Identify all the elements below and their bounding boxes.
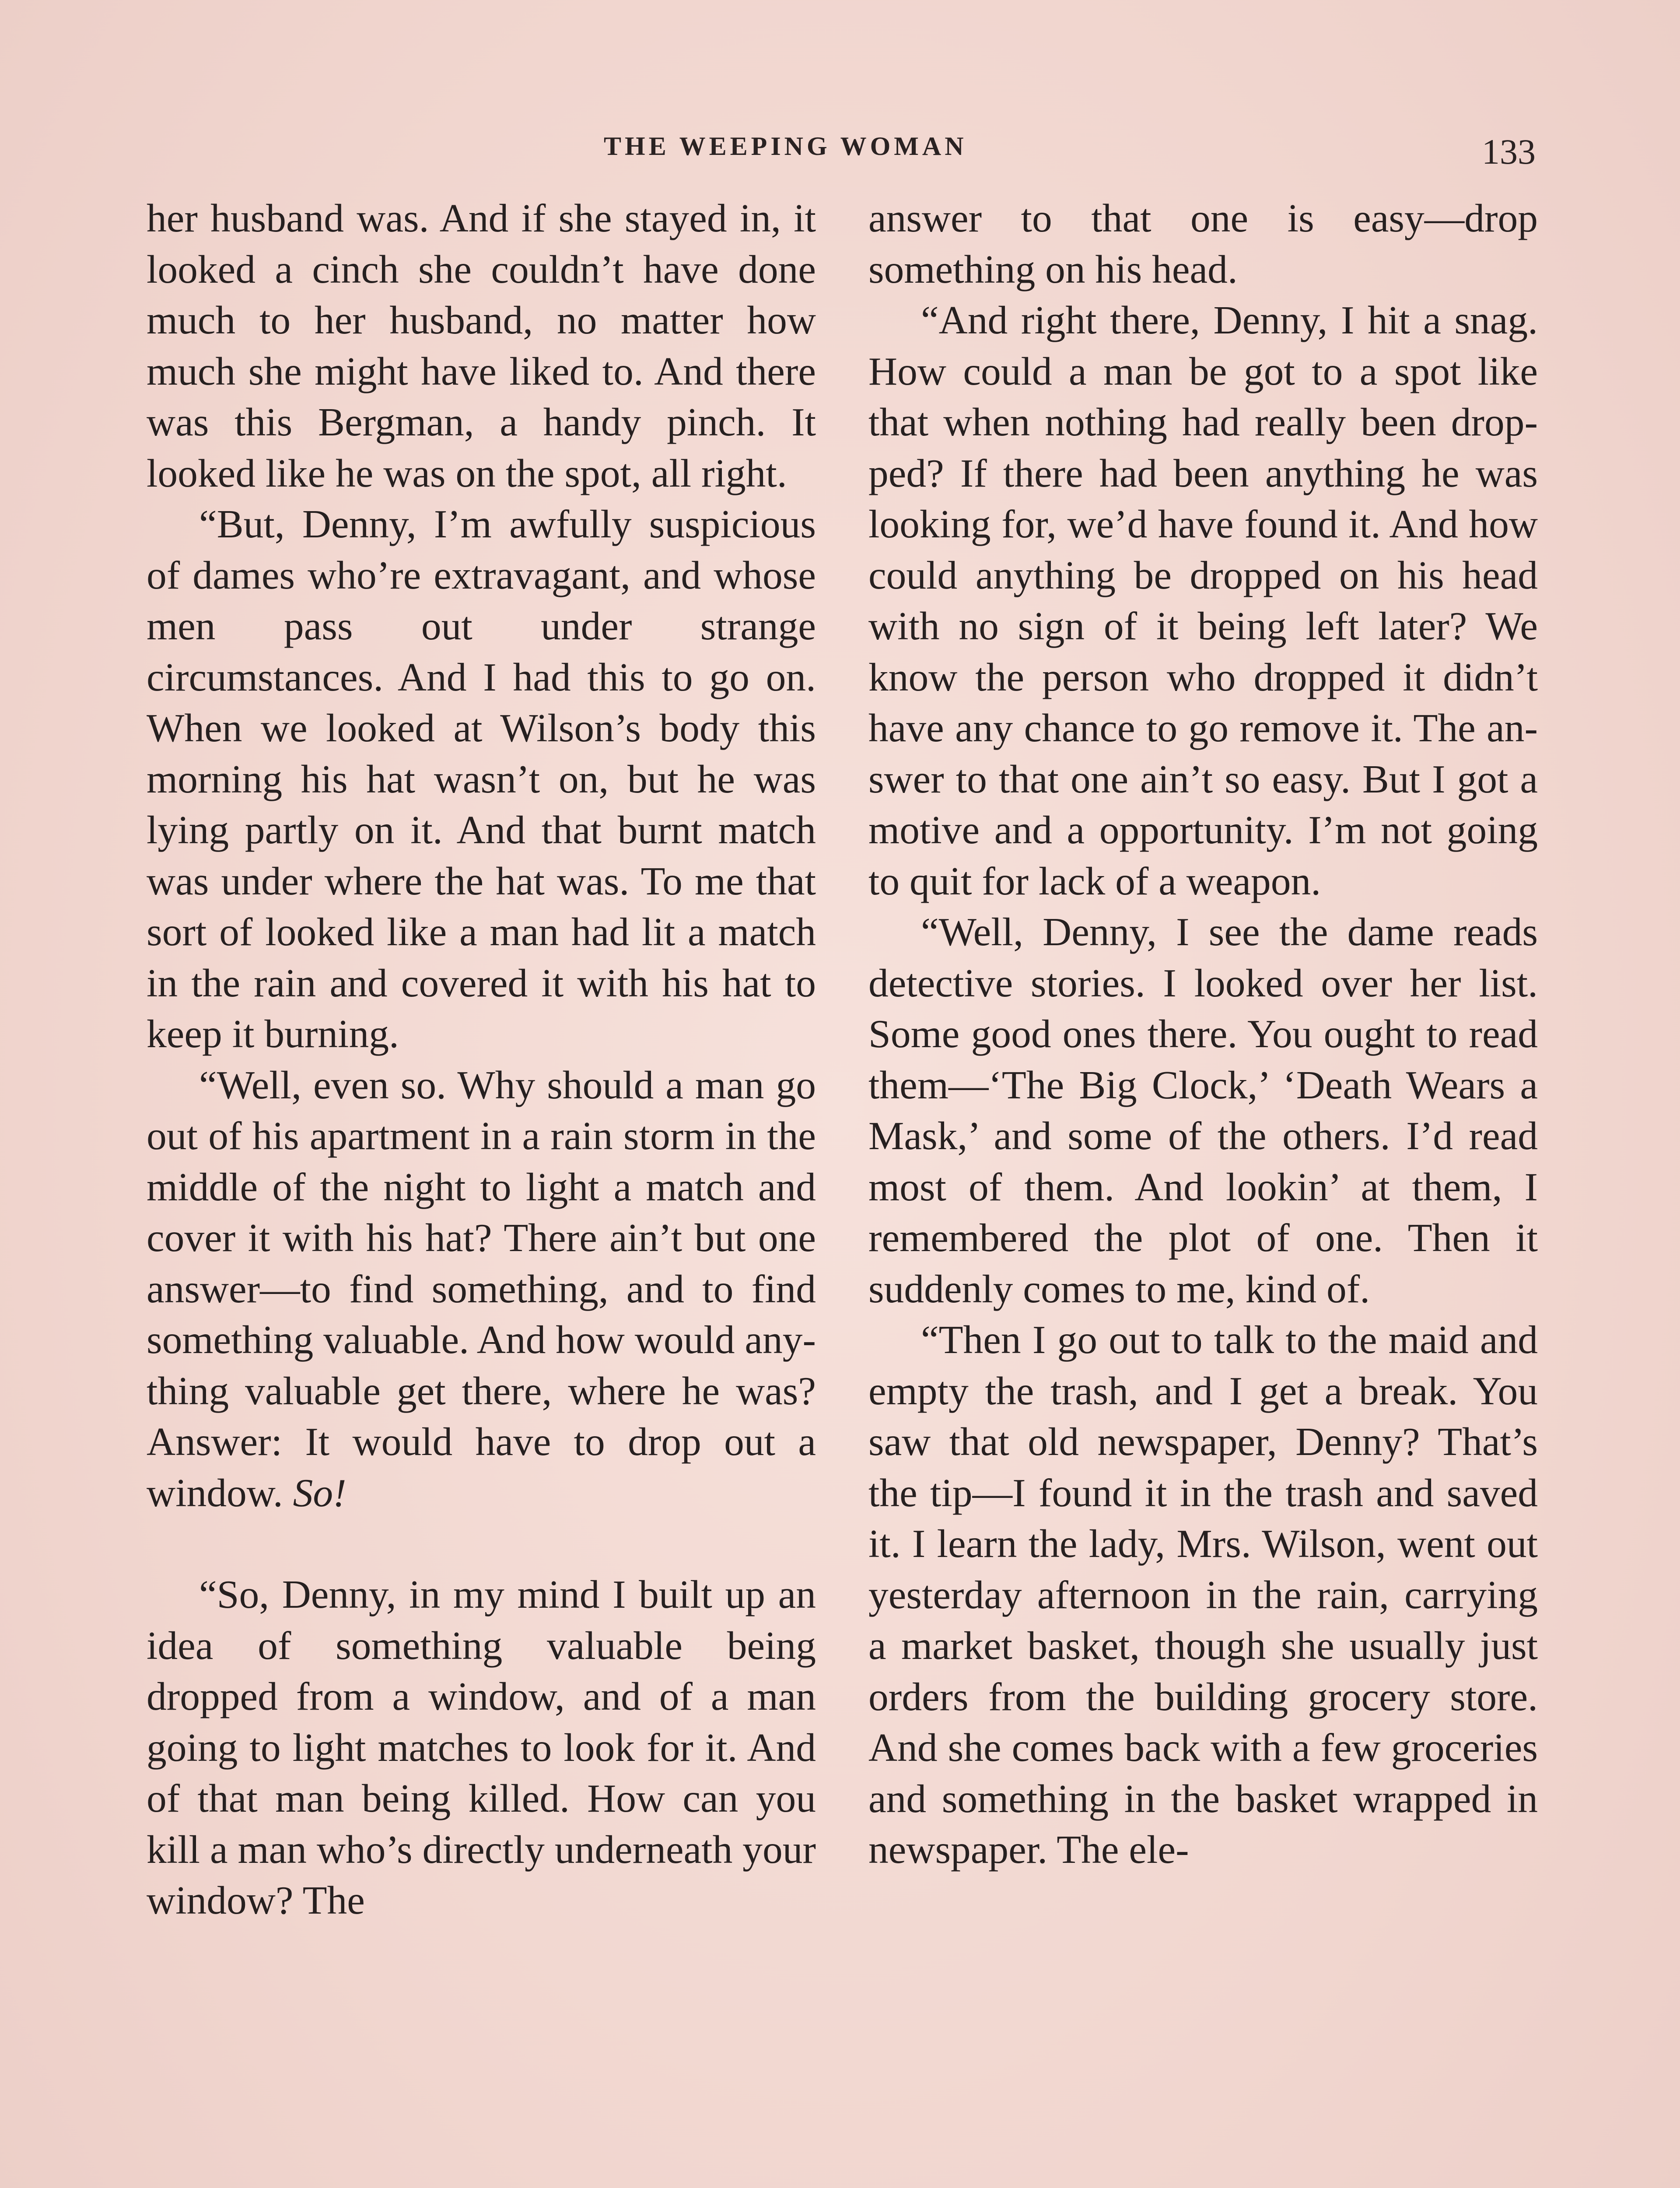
left-paragraph-1: her husband was. And if she stayed in, it looked a cinch she couldn’t have done much to her husband, no matter how much she might have liked to. And there was this Bergman, a handy pinch. It looked like he was on the spot, all right. <box>147 196 816 495</box>
right-paragraph-1: answer to that one is easy—drop something on his head. <box>868 196 1538 291</box>
running-title: THE WEEPING WOMAN <box>604 132 967 161</box>
left-paragraph-4: “So, Denny, in my mind I built up an idea of something valuable being dropped from a window, and of a man going to light matches to look for it. And of that man being killed. How can you kill a man who’s directly underneath your window? The <box>147 1572 816 1922</box>
left-paragraph-2: “But, Denny, I’m awfully suspicious of dames who’re extravagant, and whose men pass out under strange circumstances. And I had this to go on. When we looked at Wilson’s body this morning his hat wasn’t on, but he was lying partly on it. And that burnt match was under where the hat was. To me that sort of looked like a man had lit a match in the rain and covered it with his hat to keep it burning. <box>147 501 816 1056</box>
right-paragraph-2: “And right there, Denny, I hit a snag. How could a man be got to a spot like that when nothing had really been dropped? If there had been anything he was looking for, we’d have found it. And how could anything be dropped on his head with no sign of it being left later? We know the person who dropped it didn’t have any chance to go remove it. The answer to that one ain’t so easy. But I got a motive and a opportunity. I’m not going to quit for lack of a weapon. <box>868 298 1538 903</box>
right-column <box>868 193 1538 1875</box>
left-paragraph-3-emphasis: So! <box>293 1470 346 1515</box>
left-column <box>147 193 816 1926</box>
page-number: 133 <box>1482 132 1536 172</box>
left-paragraph-3 <box>147 1059 816 1518</box>
right-paragraph-4: “Then I go out to talk to the maid and empty the trash, and I get a break. You saw that old newspaper, Denny? That’s the tip—I found it in the trash and saved it. I learn the lady, Mrs. Wilson, went out yesterday afternoon in the rain, carrying a market basket, though she usually just orders from the building grocery store. And she comes back with a few groceries and something in the basket wrapped in newspaper. The ele- <box>868 1317 1538 1872</box>
right-paragraph-3: “Well, Denny, I see the dame reads detective stories. I looked over her list. Some good ones there. You ought to read them—‘The Big Clock,’ ‘Death Wears a Mask,’ and some of the others. I’d read most of them. And lookin’ at them, I remembered the plot of one. Then it suddenly comes to me, kind of. <box>868 909 1538 1311</box>
left-paragraph-3-text: “Well, even so. Why should a man go out of his apartment in a rain storm in the middle of the night to light a match and cover it with his hat? There ain’t but one answer—to find something, and to find something valuable. And how would anything valuable get there, where he was? Answer: It would have to drop out a window. <box>147 1062 816 1515</box>
